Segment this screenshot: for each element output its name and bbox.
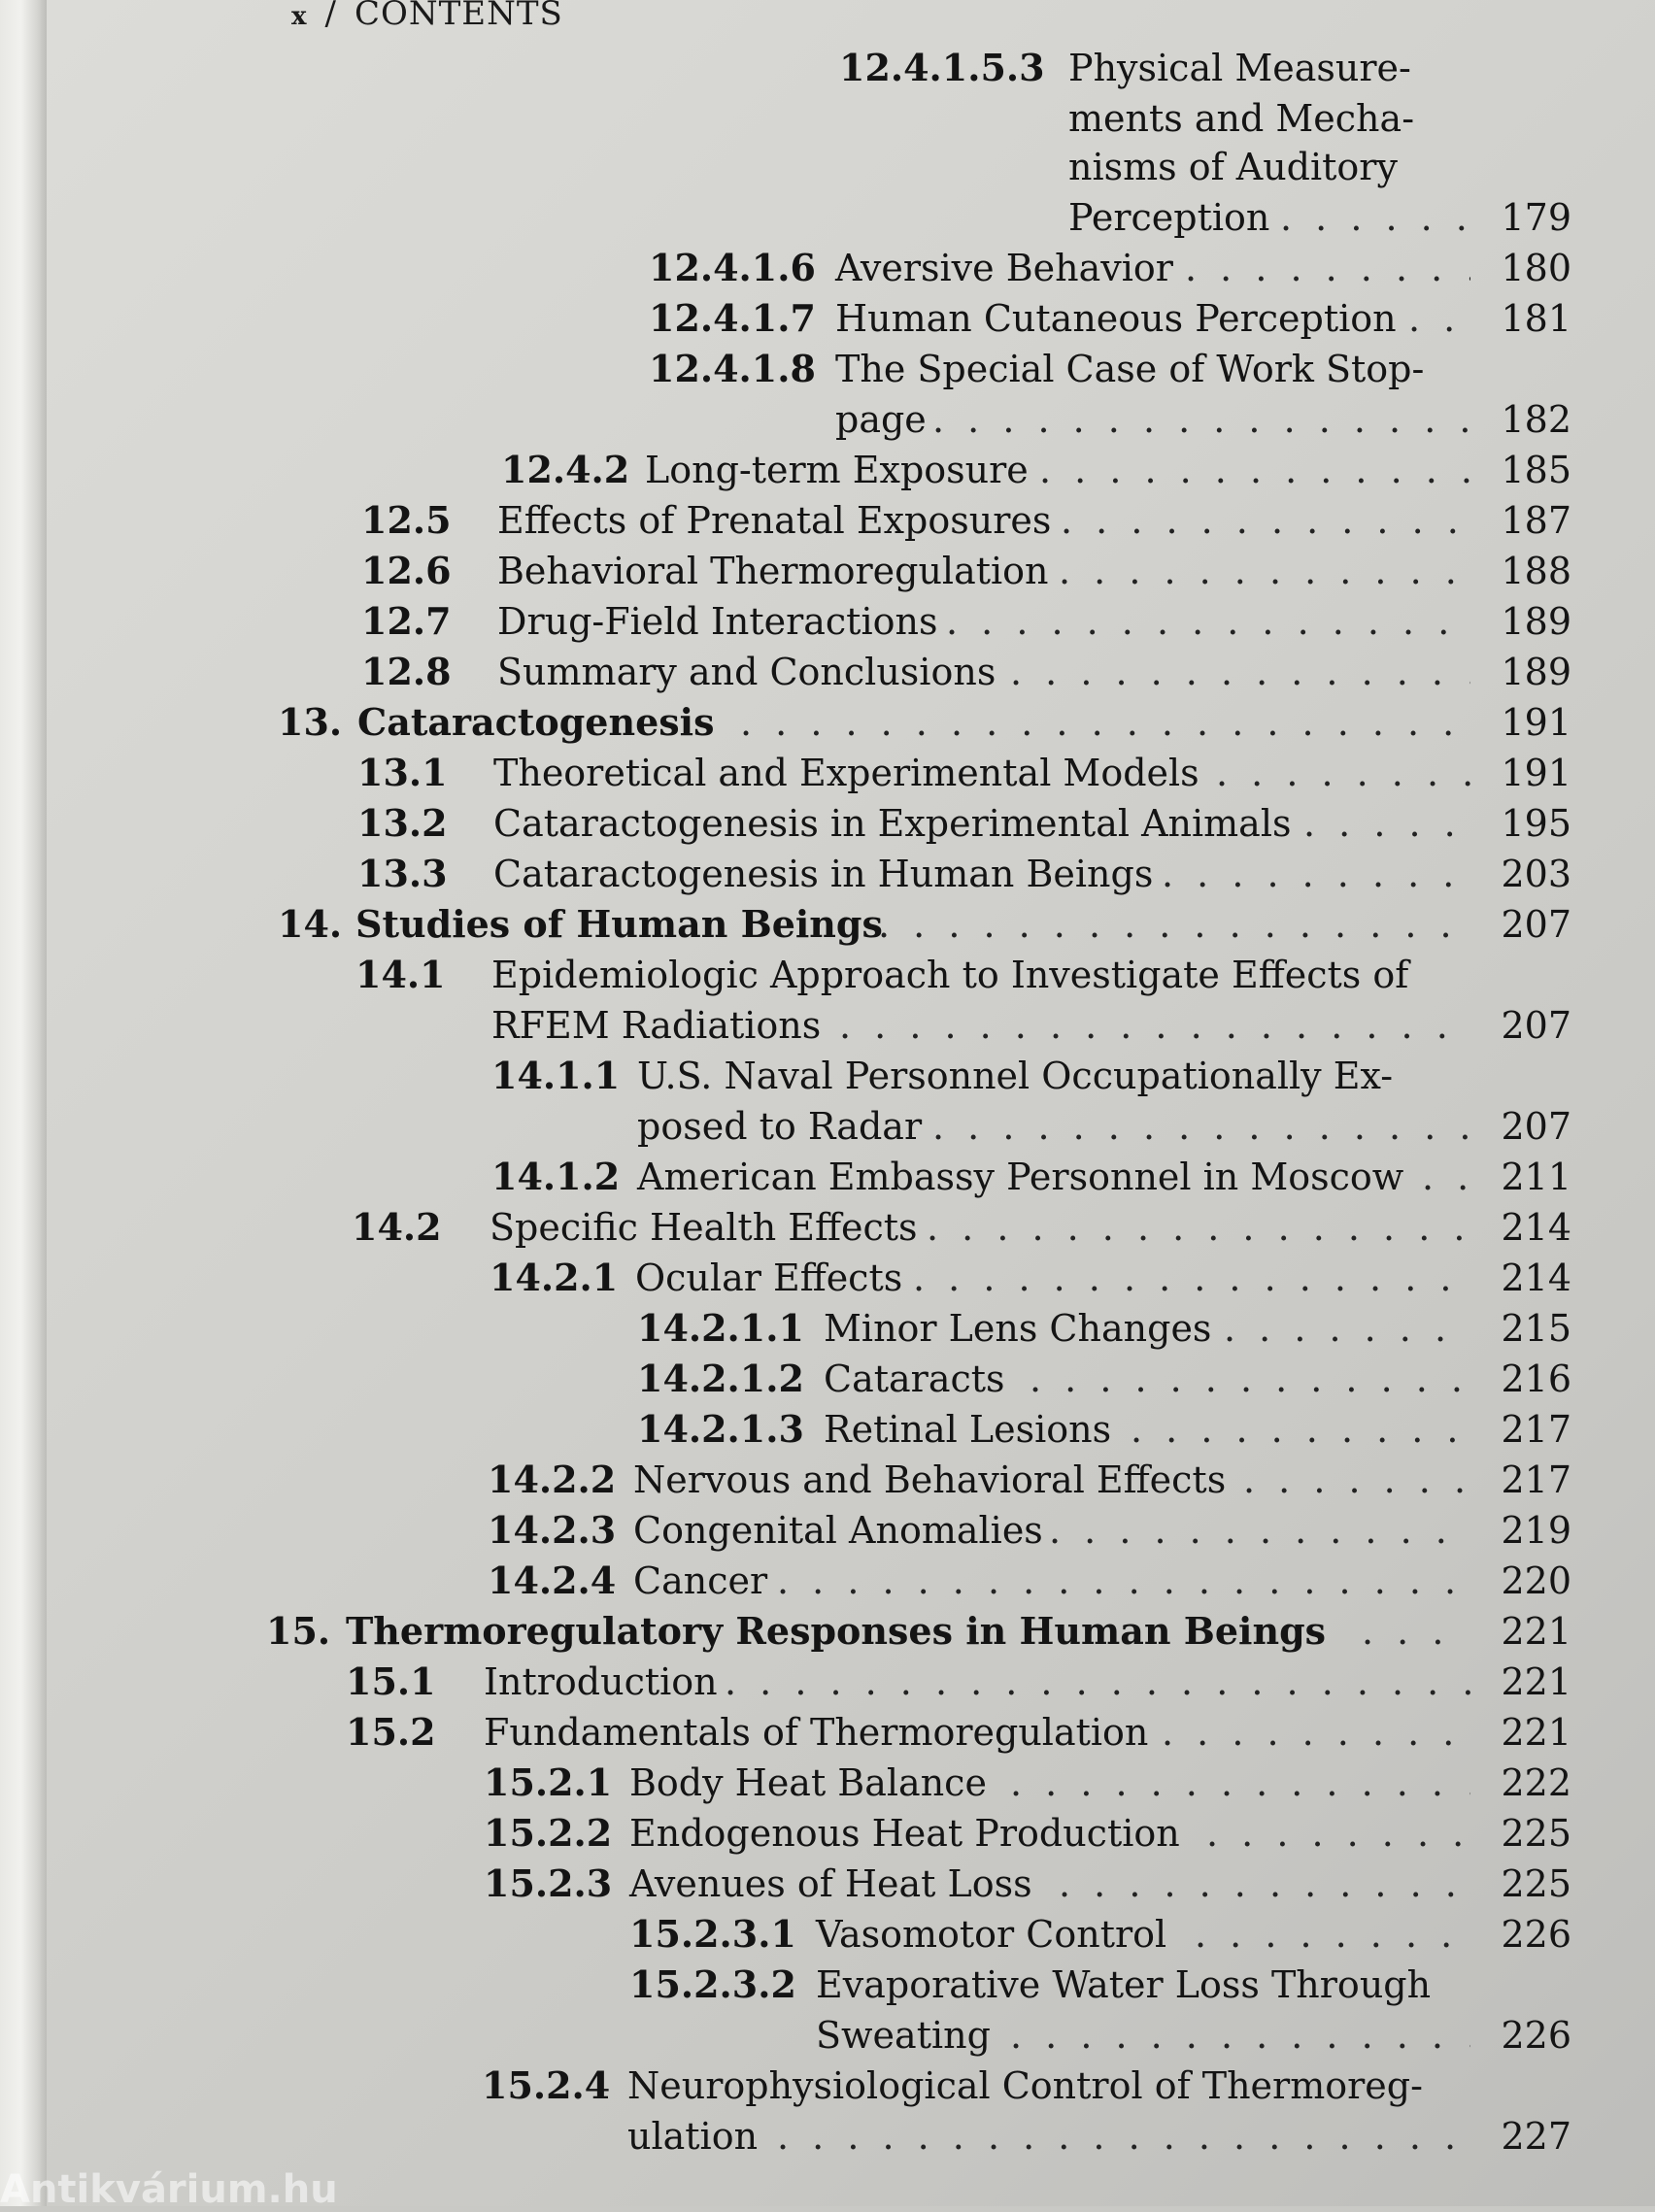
entry-number: 14.2.1.2	[637, 1357, 804, 1400]
dot-leader	[1224, 1307, 1470, 1350]
entry-page-number: 207	[1501, 903, 1571, 946]
entry-number: 12.4.1.7	[649, 296, 816, 340]
entry-number: 14.2.1.1	[637, 1306, 804, 1350]
entry-number: 12.4.2	[501, 448, 630, 491]
dot-leader	[1280, 196, 1470, 239]
entry-number: 12.4.1.5.3	[839, 46, 1045, 89]
entry-page-number: 219	[1501, 1509, 1571, 1552]
entry-page-number: 225	[1501, 1862, 1571, 1905]
entry-title-continuation: Perception	[1068, 196, 1270, 239]
dot-leader	[1059, 1862, 1470, 1905]
entry-page-number: 203	[1501, 853, 1571, 895]
dot-leader	[777, 2115, 1470, 2158]
entry-number: 14.1	[355, 953, 446, 996]
entry-number: 12.8	[361, 650, 452, 693]
dot-leader	[946, 600, 1470, 643]
entry-number: 15.2.3	[484, 1861, 613, 1905]
entry-title: Vasomotor Control	[816, 1913, 1167, 1956]
entry-number: 15.1	[346, 1659, 436, 1703]
dot-leader	[1039, 449, 1470, 491]
dot-leader	[1059, 550, 1470, 592]
entry-title-continuation: posed to Radar	[637, 1105, 923, 1148]
entry-title: Evaporative Water Loss Through	[816, 1963, 1432, 2006]
entry-number: 14.2.1.3	[637, 1407, 804, 1451]
dot-leader	[1243, 1458, 1470, 1501]
entry-page-number: 214	[1501, 1206, 1571, 1249]
entry-title: Drug-Field Interactions	[497, 600, 938, 643]
dot-leader	[1030, 1357, 1470, 1400]
entry-number: 14.2.1	[490, 1256, 619, 1299]
entry-number: 14.2.4	[488, 1558, 617, 1602]
entry-page-number: 225	[1501, 1812, 1571, 1855]
dot-leader	[740, 701, 1470, 744]
entry-title-continuation: ulation	[627, 2115, 759, 2158]
entry-number: 14.2.2	[488, 1458, 617, 1501]
entry-title: U.S. Naval Personnel Occupationally Ex-	[637, 1055, 1394, 1097]
dot-leader	[839, 1004, 1470, 1047]
entry-page-number: 221	[1501, 1711, 1571, 1754]
entry-page-number: 222	[1501, 1761, 1571, 1804]
entry-page-number: 188	[1501, 550, 1571, 592]
entry-title: Aversive Behavior	[835, 247, 1173, 289]
entry-title: Cataractogenesis in Human Beings	[493, 853, 1154, 895]
entry-page-number: 221	[1501, 1660, 1571, 1703]
entry-number: 14.1.2	[491, 1155, 621, 1198]
entry-page-number: 182	[1501, 398, 1571, 441]
entry-page-number: 179	[1501, 196, 1571, 239]
entry-page-number: 217	[1501, 1408, 1571, 1451]
entry-page-number: 185	[1501, 449, 1571, 491]
dot-leader	[1131, 1408, 1470, 1451]
entry-title-continuation: page	[835, 398, 927, 441]
entry-number: 12.7	[361, 599, 452, 643]
entry-page-number: 189	[1501, 600, 1571, 643]
dot-leader	[932, 1105, 1470, 1148]
dot-leader	[1195, 1913, 1470, 1956]
entry-title: Minor Lens Changes	[824, 1307, 1212, 1350]
running-head-page-number: x	[291, 2, 308, 31]
dot-leader	[1010, 651, 1470, 693]
entry-title: Effects of Prenatal Exposures	[497, 499, 1052, 542]
chapter-number: 14.	[278, 902, 343, 946]
entry-title: Avenues of Heat Loss	[629, 1862, 1032, 1905]
chapter-title: Cataractogenesis	[357, 700, 715, 744]
entry-number: 13.1	[357, 751, 448, 794]
entry-title: Summary and Conclusions	[497, 651, 996, 693]
entry-page-number: 221	[1501, 1610, 1571, 1653]
dot-leader	[1362, 1610, 1470, 1653]
entry-title: The Special Case of Work Stop-	[835, 348, 1425, 390]
entry-number: 14.2	[352, 1205, 442, 1249]
entry-title-continuation: nisms of Auditory	[1068, 146, 1398, 188]
dot-leader	[878, 903, 1470, 946]
entry-title: Introduction	[484, 1660, 718, 1703]
dot-leader	[1010, 1761, 1470, 1804]
entry-page-number: 220	[1501, 1559, 1571, 1602]
entry-number: 14.1.1	[491, 1054, 621, 1097]
entry-number: 12.4.1.6	[649, 246, 816, 289]
entry-title: Cataracts	[824, 1357, 1005, 1400]
entry-page-number: 211	[1501, 1156, 1571, 1198]
entry-title: Ocular Effects	[635, 1257, 903, 1299]
entry-number: 14.2.3	[488, 1508, 617, 1552]
entry-number: 13.3	[357, 852, 448, 895]
dot-leader	[1049, 1509, 1470, 1552]
dot-leader	[932, 398, 1470, 441]
entry-title-continuation: Sweating	[816, 2014, 991, 2057]
entry-title: Human Cutaneous Perception	[835, 297, 1397, 340]
entry-number: 15.2.2	[484, 1811, 613, 1855]
entry-number: 12.6	[361, 549, 452, 592]
entry-title: Neurophysiological Control of Thermoreg-	[627, 2064, 1423, 2107]
entry-title: Cancer	[633, 1559, 768, 1602]
dot-leader	[1010, 2014, 1470, 2057]
chapter-number: 15.	[266, 1609, 331, 1653]
watermark: Antikvárium.hu	[0, 2167, 338, 2212]
dot-leader	[1408, 297, 1470, 340]
entry-page-number: 216	[1501, 1357, 1571, 1400]
entry-title: Long-term Exposure	[645, 449, 1029, 491]
chapter-title: Thermoregulatory Responses in Human Beings	[346, 1609, 1327, 1653]
entry-title: Congenital Anomalies	[633, 1509, 1043, 1552]
entry-page-number: 217	[1501, 1458, 1571, 1501]
entry-number: 15.2	[346, 1710, 436, 1754]
entry-title-continuation: RFEM Radiations	[491, 1004, 822, 1047]
dot-leader	[725, 1660, 1470, 1703]
entry-page-number: 214	[1501, 1257, 1571, 1299]
running-head-title: CONTENTS	[354, 0, 563, 33]
entry-title: Theoretical and Experimental Models	[493, 752, 1199, 794]
entry-number: 15.2.4	[482, 2063, 611, 2107]
dot-leader	[1162, 853, 1470, 895]
entry-title: Nervous and Behavioral Effects	[633, 1458, 1227, 1501]
entry-title: Behavioral Thermoregulation	[497, 550, 1049, 592]
entry-title-continuation: ments and Mecha-	[1068, 97, 1415, 140]
running-head-separator: /	[324, 0, 337, 33]
chapter-number: 13.	[278, 700, 343, 744]
entry-number: 15.2.1	[484, 1760, 613, 1804]
entry-page-number: 226	[1501, 1913, 1571, 1956]
entry-title: Retinal Lesions	[824, 1408, 1112, 1451]
entry-page-number: 215	[1501, 1307, 1571, 1350]
entry-number: 13.2	[357, 801, 448, 845]
dot-leader	[1303, 802, 1470, 845]
entry-number: 12.5	[361, 498, 452, 542]
entry-page-number: 195	[1501, 802, 1571, 845]
entry-title: Endogenous Heat Production	[629, 1812, 1180, 1855]
entry-page-number: 191	[1501, 701, 1571, 744]
entry-number: 12.4.1.8	[649, 347, 816, 390]
dot-leader	[1206, 1812, 1470, 1855]
chapter-title: Studies of Human Beings	[355, 902, 883, 946]
dot-leader	[927, 1206, 1470, 1249]
entry-page-number: 180	[1501, 247, 1571, 289]
dot-leader	[1216, 752, 1470, 794]
entry-page-number: 181	[1501, 297, 1571, 340]
entry-page-number: 207	[1501, 1105, 1571, 1148]
entry-page-number: 227	[1501, 2115, 1571, 2158]
entry-title: Cataractogenesis in Experimental Animals	[493, 802, 1292, 845]
entry-page-number: 191	[1501, 752, 1571, 794]
dot-leader	[1422, 1156, 1470, 1198]
entry-title: Specific Health Effects	[490, 1206, 918, 1249]
entry-title: Body Heat Balance	[629, 1761, 987, 1804]
entry-page-number: 187	[1501, 499, 1571, 542]
dot-leader	[913, 1257, 1470, 1299]
entry-page-number: 207	[1501, 1004, 1571, 1047]
entry-title: Epidemiologic Approach to Investigate Effects of	[491, 954, 1409, 996]
dot-leader	[777, 1559, 1470, 1602]
entry-page-number: 226	[1501, 2014, 1571, 2057]
entry-title: American Embassy Personnel in Moscow	[637, 1156, 1404, 1198]
entry-title: Physical Measure-	[1068, 47, 1411, 89]
entry-page-number: 189	[1501, 651, 1571, 693]
entry-number: 15.2.3.1	[629, 1912, 796, 1956]
dot-leader	[1162, 1711, 1470, 1754]
dot-leader	[1185, 247, 1470, 289]
entry-number: 15.2.3.2	[629, 1962, 796, 2006]
entry-title: Fundamentals of Thermoregulation	[484, 1711, 1149, 1754]
dot-leader	[1061, 499, 1470, 542]
